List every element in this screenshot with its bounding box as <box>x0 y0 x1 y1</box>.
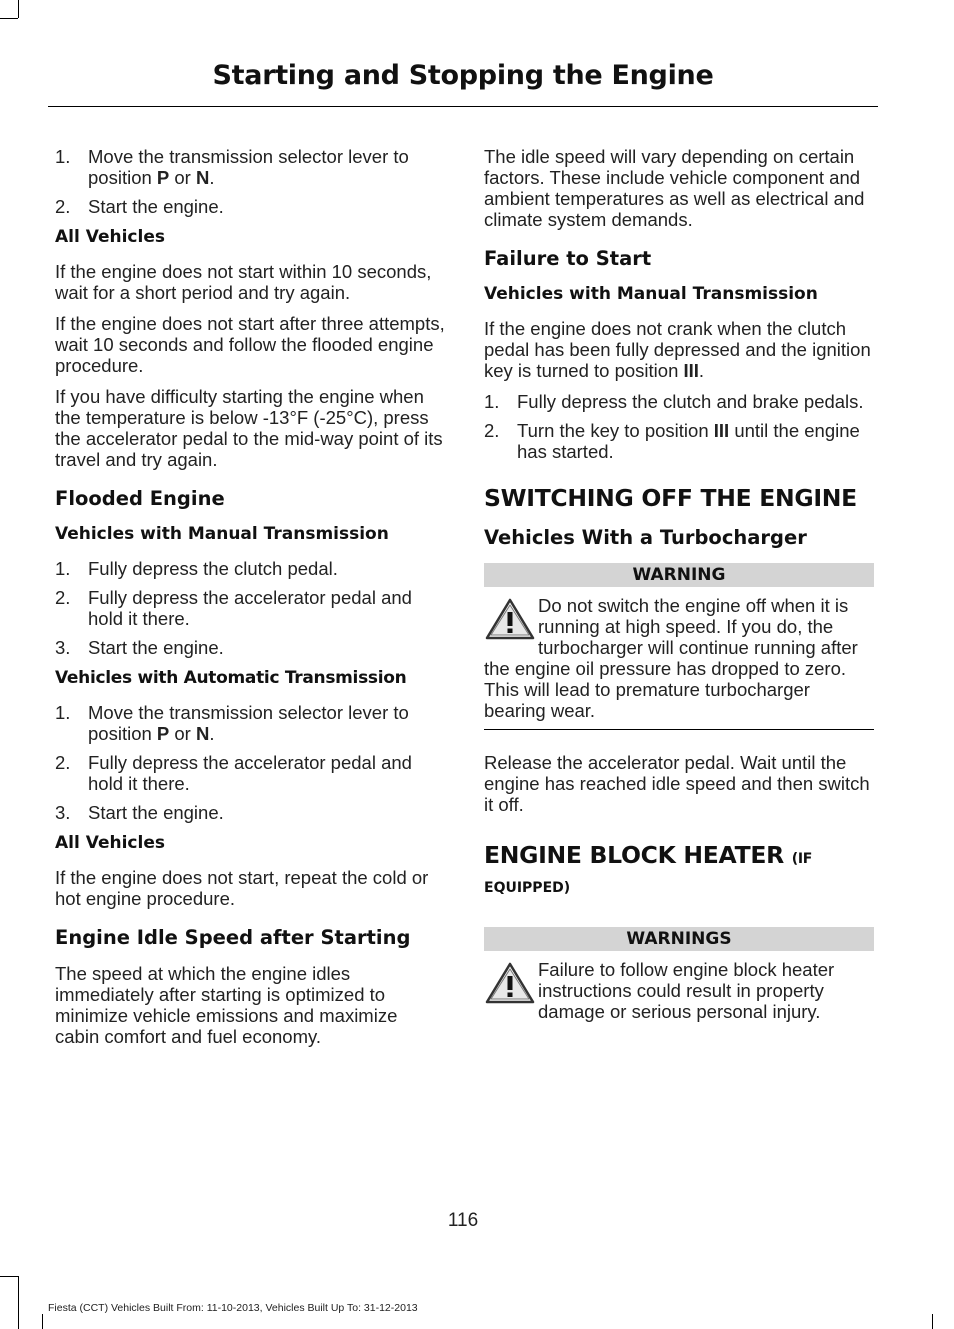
warnings-text: Failure to follow engine block heater instructions could result in property damage or serious personal injury. <box>538 959 835 1022</box>
list-item: 3. Start the engine. <box>55 802 224 823</box>
title-divider <box>48 106 878 107</box>
paragraph: If the engine does not crank when the clutch pedal has been fully depressed and the ignition key is turned to position III. <box>484 318 871 381</box>
left-column <box>55 146 445 1057</box>
list-item <box>55 146 445 188</box>
warning-triangle-icon <box>484 961 536 1005</box>
list-item: 2. Fully depress the accelerator pedal and hold it there. <box>55 587 412 629</box>
heading-flooded-engine: Flooded Engine <box>55 487 225 510</box>
manual-steps-list <box>55 558 445 658</box>
heading-switching-off: SWITCHING OFF THE ENGINE <box>484 484 857 512</box>
warning-header: WARNING <box>484 563 874 587</box>
crop-mark <box>18 0 19 18</box>
warning-box <box>484 595 874 727</box>
crop-mark <box>18 1276 19 1329</box>
list-item: 2. Turn the key to position III until the engine has started. <box>484 420 860 462</box>
paragraph: Release the accelerator pedal. Wait until the engine has reached idle speed and then switch it off. <box>484 752 870 815</box>
crop-mark <box>0 18 18 19</box>
list-item: 1. Move the transmission selector lever to position P or N. <box>55 702 409 744</box>
paragraph: The speed at which the engine idles immediately after starting is optimized to minimize vehicle emissions and maximize cabin comfort and fuel economy. <box>55 963 398 1047</box>
step-text: Move the transmission selector lever to position P or N. <box>88 146 409 188</box>
heading-manual-transmission: Vehicles with Manual Transmission <box>55 524 389 544</box>
footer-text: Fiesta (CCT) Vehicles Built From: 11-10-2013, Vehicles Built Up To: 31-12-2013 <box>48 1302 418 1314</box>
warnings-box <box>484 959 874 1028</box>
list-item: 1. Fully depress the clutch and brake pedals. <box>484 391 864 412</box>
paragraph: If the engine does not start, repeat the cold or hot engine procedure. <box>55 867 429 909</box>
start-steps-list <box>55 146 445 217</box>
paragraph: If the engine does not start after three attempts, wait 10 seconds and follow the flooded engine procedure. <box>55 313 445 376</box>
warning-divider <box>484 729 874 730</box>
list-item <box>55 196 445 217</box>
step-number: 2. <box>55 196 71 217</box>
warning-text: Do not switch the engine off when it is running at high speed. If you do, the turbocharger will continue running after the engine oil pressure has dropped to zero. This will lead to premature turbocharger bearing wear. <box>484 595 858 721</box>
paragraph: The idle speed will vary depending on certain factors. These include vehicle component and ambient temperatures as well as electrical and climate system demands. <box>484 146 865 230</box>
heading-all-vehicles: All Vehicles <box>55 833 165 853</box>
crop-mark <box>42 1314 43 1329</box>
warning-triangle-icon <box>484 597 536 641</box>
heading-failure-to-start: Failure to Start <box>484 247 652 270</box>
list-item: 2. Fully depress the accelerator pedal and hold it there. <box>55 752 412 794</box>
crop-mark <box>932 1314 933 1329</box>
right-column <box>484 146 874 1028</box>
list-item: 1. Fully depress the clutch pedal. <box>55 558 338 579</box>
heading-idle-speed: Engine Idle Speed after Starting <box>55 926 411 949</box>
warnings-header: WARNINGS <box>484 927 874 951</box>
heading-equipped-suffix: EQUIPPED) <box>484 880 571 896</box>
page-number: 116 <box>447 1210 479 1231</box>
step-number: 1. <box>55 146 71 167</box>
heading-manual-transmission: Vehicles with Manual Transmission <box>484 284 818 304</box>
auto-steps-list <box>55 702 445 823</box>
crop-mark <box>0 1276 18 1277</box>
heading-block-heater: ENGINE BLOCK HEATER (IF <box>484 841 813 869</box>
heading-turbocharger: Vehicles With a Turbocharger <box>484 526 807 549</box>
step-text: Start the engine. <box>88 196 224 217</box>
heading-all-vehicles: All Vehicles <box>55 227 165 247</box>
paragraph: If you have difficulty starting the engine when the temperature is below -13°F (-25°C), press the accelerator pedal to the mid-way point of its travel and try again. <box>55 386 443 470</box>
failure-steps-list <box>484 391 874 462</box>
list-item: 3. Start the engine. <box>55 637 224 658</box>
paragraph: If the engine does not start within 10 seconds, wait for a short period and try again. <box>55 261 432 303</box>
heading-automatic-transmission: Vehicles with Automatic Transmission <box>55 668 407 688</box>
page-title: Starting and Stopping the Engine <box>212 60 714 91</box>
